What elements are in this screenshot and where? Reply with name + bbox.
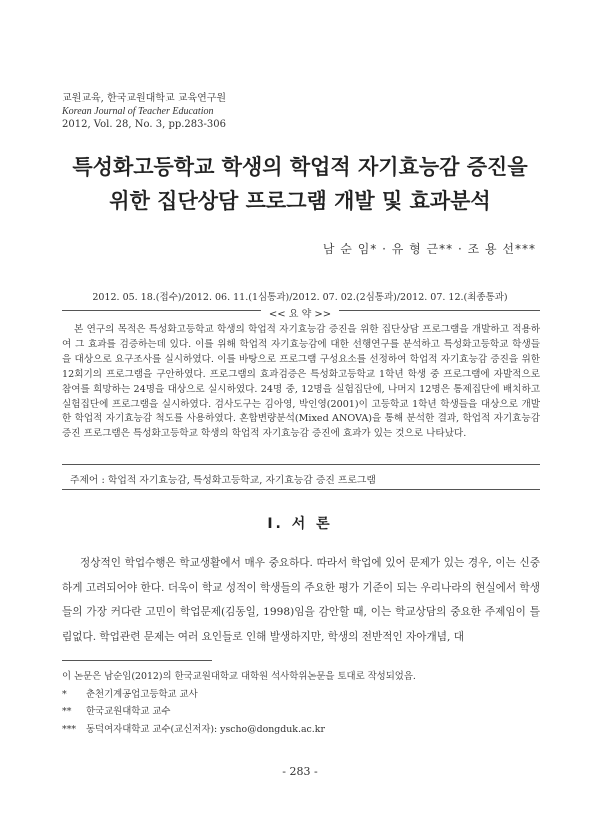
journal-name-korean: 교원교육, 한국교원대학교 교육연구원 xyxy=(62,93,227,104)
journal-volume: 2012, Vol. 28, No. 3, pp.283-306 xyxy=(62,119,226,130)
journal-header xyxy=(62,92,226,131)
section-title: Ⅰ. 서 론 xyxy=(267,516,333,532)
authors: 남 순 임* · 유 형 근** · 조 용 선*** xyxy=(322,242,536,256)
footnote: *** 동덕여자대학교 교수(교신저자): yscho@dongduk.ac.kr xyxy=(62,723,325,735)
footnote: * 춘천기계공업고등학교 교사 xyxy=(62,688,198,700)
abstract-heading-wrap xyxy=(0,302,600,321)
footnotes xyxy=(62,668,416,738)
journal-name-english: Korean Journal of Teacher Education xyxy=(62,106,214,117)
title-line-2: 위한 집단상담 프로그램 개발 및 효과분석 xyxy=(109,189,491,213)
footnote-rule xyxy=(62,660,212,661)
abstract-bottom-rule xyxy=(62,464,540,465)
title-line-1: 특성화고등학교 학생의 학업적 자기효능감 증진을 xyxy=(72,155,528,179)
keywords: 주제어 : 학업적 자기효능감, 특성화고등학교, 자기효능감 증진 프로그램 xyxy=(70,475,376,486)
paper-title xyxy=(40,150,560,218)
keywords-rule xyxy=(62,489,540,490)
body-paragraph: 정상적인 학업수행은 학교생활에서 매우 중요하다. 따라서 학업에 있어 문제가 있는 경우, 이는 신중하게 고려되어야 한다. 더욱이 학교 성적이 학생들의 주요한 평가 기준이 되는 우리나라의 현실에서 학생들의 가장 커다란 고민이 학업문제(김동일, 1998)임을 감안할 때, 이는 학교상담의 중요한 주제임이 틀림없다. 학업관련 문제는 여러 요인들로 인해 발생하지만, 학생의 전반적인 자아개념, 대 xyxy=(62,557,540,643)
abstract-text: 본 연구의 목적은 특성화고등학교 학생의 학업적 자기효능감 증진을 위한 집단상담 프로그램을 개발하고 적용하여 그 효과를 검증하는데 있다. 이를 위해 학업적 자기효능감에 대한 선행연구를 분석하고 특성화고등학교 학생들을 대상으로 요구조사를 실시하였다. 이를 바탕으로 프로그램 구성요소를 선정하여 학업적 자기효능감 증진을 위한 12회기의 프로그램을 구안하였다. 프로그램의 효과검증은 특성화고등학교 1학년 학생 중 프로그램에 자발적으로 참여를 희망하는 24명을 대상으로 실시하였다. 24명 중, 12명을 실험집단에, 나머지 12명은 통제집단에 배치하고 실험집단에 프로그램을 실시하였다. 검사도구는 김아영, 박인영(2001)이 고등학교 1학년 학생들을 대상으로 개발한 학업적 자기효능감 척도를 사용하였다. 혼합변량분석(Mixed ANOVA)을 통해 분석한 결과, 학업적 자기효능감 증진 프로그램은 특성화고등학교 학생의 학업적 자기효능감 증진에 효과가 있는 것으로 나타났다. xyxy=(62,324,540,440)
footnote: ** 한국교원대학교 교수 xyxy=(62,706,171,717)
footnote: 이 논문은 남순임(2012)의 한국교원대학교 대학원 석사학위논문을 토대로 작성되었음. xyxy=(62,671,416,682)
abstract-heading: << 요 약 >> xyxy=(261,309,339,320)
review-dates: 2012. 05. 18.(접수)/2012. 06. 11.(1심통과)/2012. 07. 02.(2심통과)/2012. 07. 12.(최종통과) xyxy=(92,292,508,303)
page-number: - 283 - xyxy=(282,765,318,778)
